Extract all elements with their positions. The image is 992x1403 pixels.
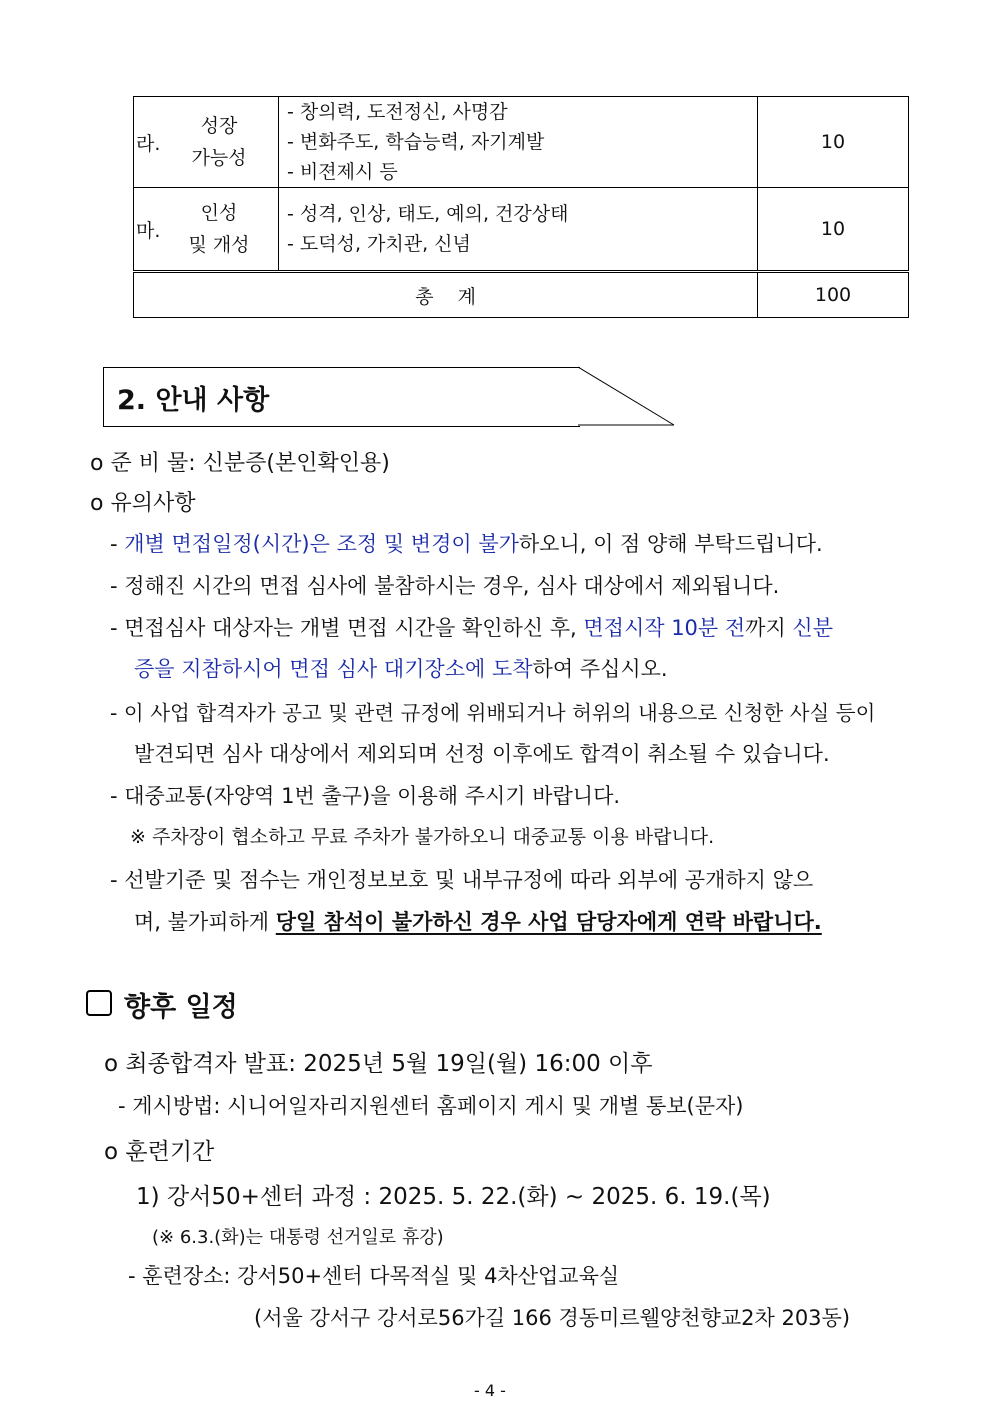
section-title: 2. 안내 사항	[117, 385, 270, 416]
final-announcement: o 최종합격자 발표: 2025년 5월 19일(월) 16:00 이후	[104, 1051, 653, 1077]
holiday-note: (※ 6.3.(화)는 대통령 선거일로 휴강)	[152, 1227, 444, 1248]
note-4: - 이 사업 합격자가 공고 및 관련 규정에 위배되거나 허위의 내용으로 신청한 사실 등이	[110, 701, 876, 725]
section-header-diagonal	[578, 366, 676, 428]
table-total-row	[134, 272, 909, 318]
note-4-cont: 발견되면 심사 대상에서 제외되며 선정 이후에도 합격이 취소될 수 있습니다.	[134, 742, 830, 766]
row-letter: 라.	[134, 97, 161, 188]
course-period: 1) 강서50+센터 과정 : 2025. 5. 22.(화) ~ 2025. 6. 19.(목)	[136, 1184, 771, 1210]
notes-heading: o 유의사항	[90, 491, 196, 516]
total-score: 100	[758, 272, 909, 318]
row-category: 성장 가능성	[160, 97, 279, 188]
row-criteria: - 창의력, 도전정신, 사명감 - 변화주도, 학습능력, 자기계발 - 비젼제시 등	[279, 97, 758, 188]
training-place: - 훈련장소: 강서50+센터 다목적실 및 4차산업교육실	[128, 1264, 620, 1288]
note-2: - 정해진 시간의 면접 심사에 불참하시는 경우, 심사 대상에서 제외됩니다.	[110, 574, 780, 598]
note-3: - 면접심사 대상자는 개별 면접 시간을 확인하신 후, 면접시작 10분 전까지 신분	[110, 616, 833, 640]
note-1: - 개별 면접일정(시간)은 조정 및 변경이 불가하오니, 이 점 양해 부탁드립니다.	[110, 532, 823, 556]
schedule-title: 향후 일정	[124, 992, 238, 1023]
row-category: 인성 및 개성	[160, 188, 279, 272]
note-6: - 선발기준 및 점수는 개인정보보호 및 내부규정에 따라 외부에 공개하지 않으	[110, 868, 814, 892]
row-score: 10	[758, 97, 909, 188]
posting-method: - 게시방법: 시니어일자리지원센터 홈페이지 게시 및 개별 통보(문자)	[118, 1094, 744, 1118]
training-address: (서울 강서구 강서로56가길 166 경동미르웰양천향교2차 203동)	[254, 1306, 851, 1330]
evaluation-table	[133, 96, 909, 318]
row-score: 10	[758, 188, 909, 272]
page-number: - 4 -	[474, 1381, 506, 1400]
row-letter: 마.	[134, 188, 161, 272]
note-6-cont: 며, 불가피하게 당일 참석이 불가하신 경우 사업 담당자에게 연락 바랍니다.	[134, 910, 822, 934]
training-heading: o 훈련기간	[104, 1139, 215, 1165]
note-5-parking: ※ 주차장이 협소하고 무료 주차가 불가하오니 대중교통 이용 바랍니다.	[130, 826, 715, 848]
table-row	[134, 97, 909, 188]
note-3-cont: 증을 지참하시어 면접 심사 대기장소에 도착하여 주십시오.	[134, 657, 668, 681]
table-row	[134, 188, 909, 272]
note-5: - 대중교통(자양역 1번 출구)을 이용해 주시기 바랍니다.	[110, 784, 621, 808]
checkbox-icon	[86, 990, 112, 1016]
total-label: 총 계	[134, 272, 758, 318]
row-criteria: - 성격, 인상, 태도, 예의, 건강상태 - 도덕성, 가치관, 신념	[279, 188, 758, 272]
prep-items: o 준 비 물: 신분증(본인확인용)	[90, 451, 390, 476]
